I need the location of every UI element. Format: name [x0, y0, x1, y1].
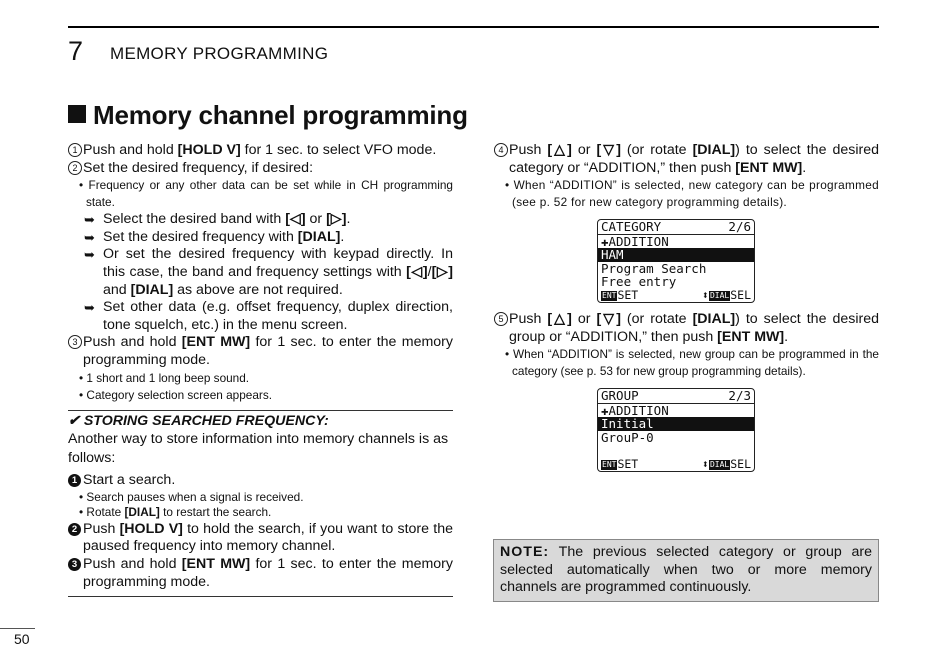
step-2-note: • Frequency or any other data can be set while in CH programming state.	[79, 178, 453, 210]
arrow-item: ➥ Set other data (e.g. offset frequency, duplex direction, tone squelch, etc.) in the menu screen.	[84, 299, 453, 333]
step-5: 5 Push [△] or [▽] (or rotate [DIAL]) to select the desired group or “ADDITION,” then push [ENT MW].	[494, 311, 879, 346]
chapter-number: 7	[68, 36, 84, 66]
note-text: The previous selected category or group are selected automatically when two or more memory channels are programmed continuously.	[500, 544, 872, 596]
arrow-item: ➥ Or set the desired frequency with keypad directly. In this case, the band and frequency settings with [◁]/[▷] and [DIAL] as above are not required.	[84, 246, 453, 298]
add-folder-icon: ✚	[601, 233, 609, 249]
right-column-top	[494, 142, 879, 211]
step-1: 1 Push and hold [HOLD V] for 1 sec. to select VFO mode.	[68, 142, 453, 160]
step-5-note: • When “ADDITION” is selected, new group can be programmed in the category (see p. 53 for new group programming details).	[505, 347, 879, 379]
search-step-2: 2 Push [HOLD V] to hold the search, if you want to store the paused frequency into memory channel.	[68, 521, 453, 556]
left-column	[68, 142, 453, 597]
search-note: • Rotate [DIAL] to restart the search.	[79, 505, 272, 520]
step-4: 4 Push [△] or [▽] (or rotate [DIAL]) to select the desired category or “ADDITION,” then push [ENT MW].	[494, 142, 879, 177]
up-down-icon: ⬍	[702, 456, 709, 471]
step-number: 2	[68, 161, 82, 175]
lcd-footer: ENTSET ⬍DIALSEL	[602, 456, 751, 471]
lcd-category-screen	[597, 219, 755, 303]
note-box	[493, 539, 879, 602]
arrow-item: ➥ Set the desired frequency with [DIAL].	[84, 228, 345, 245]
storing-bottom-rule	[68, 596, 453, 597]
step-2: 2 Set the desired frequency, if desired:	[68, 160, 453, 178]
section-title	[68, 100, 468, 131]
step-3-note: • 1 short and 1 long beep sound.	[79, 370, 250, 385]
step-4-note: • When “ADDITION” is selected, new category can be programmed (see p. 52 for new category programming details).	[505, 178, 879, 210]
search-step-3: 3 Push and hold [ENT MW] for 1 sec. to enter the memory programming mode.	[68, 556, 453, 591]
lcd-group-screen	[597, 388, 755, 472]
search-note: • Search pauses when a signal is received.	[79, 489, 304, 504]
arrow-icon: ➥	[84, 300, 95, 316]
lcd-row: ✚ADDITION	[601, 233, 669, 249]
step-3-note: • Category selection screen appears.	[79, 387, 272, 402]
lcd-row-blank	[598, 444, 754, 458]
arrow-icon: ➥	[84, 212, 95, 228]
search-step-1: 1 Start a search.	[68, 472, 453, 490]
lcd-footer: ENTSET ⬍DIALSEL	[602, 287, 751, 302]
lcd-row-selected: HAM	[598, 248, 754, 262]
lcd-row: Program Search	[601, 260, 707, 276]
step-number: 1	[68, 474, 81, 487]
section-title-text: Memory channel programming	[93, 100, 468, 130]
lcd-header: GROUP 2/3	[598, 389, 754, 404]
step-number: 5	[494, 312, 508, 326]
arrow-item: ➥ Select the desired band with [◁] or [▷].	[84, 211, 351, 228]
arrow-icon: ➥	[84, 247, 95, 263]
page-number: 50	[14, 631, 30, 647]
step-number: 2	[68, 523, 81, 536]
storing-heading: ✔ STORING SEARCHED FREQUENCY:	[68, 412, 329, 429]
key-hold-v: [HOLD V]	[177, 142, 241, 158]
step-number: 4	[494, 143, 508, 157]
step-number: 3	[68, 335, 82, 349]
right-column-mid	[494, 311, 879, 380]
page-number-rule	[0, 628, 35, 629]
lcd-row: ✚ADDITION	[601, 402, 669, 418]
top-rule	[68, 26, 879, 28]
up-down-icon: ⬍	[702, 287, 709, 302]
lcd-row-selected: Initial	[598, 417, 754, 431]
square-bullet-icon	[68, 105, 86, 123]
step-3: 3 Push and hold [ENT MW] for 1 sec. to enter the memory programming mode.	[68, 334, 453, 369]
lcd-header: CATEGORY 2/6	[598, 220, 754, 235]
lcd-row: GrouP-0	[601, 429, 654, 445]
chapter-title: MEMORY PROGRAMMING	[110, 44, 329, 63]
lcd-row: Free entry	[601, 274, 677, 289]
storing-intro: Another way to store information into memory channels is as follows:	[68, 431, 449, 467]
step-number: 3	[68, 558, 81, 571]
step-number: 1	[68, 143, 82, 157]
add-folder-icon: ✚	[601, 402, 609, 418]
arrow-icon: ➥	[84, 229, 95, 245]
note-label: NOTE:	[500, 544, 550, 560]
storing-box	[68, 410, 453, 598]
